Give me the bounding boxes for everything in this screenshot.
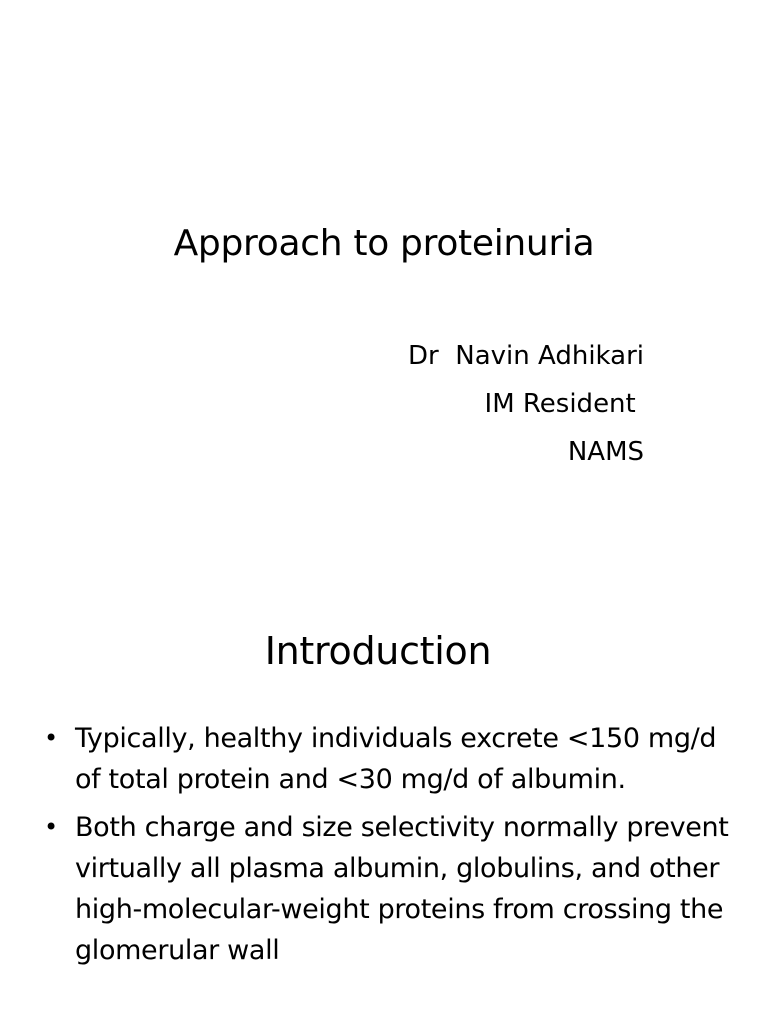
presentation-title: Approach to proteinuria xyxy=(173,223,595,264)
slide-title: Introduction xyxy=(264,629,492,673)
bullet-item xyxy=(44,718,734,800)
author-name: Dr Navin Adhikari xyxy=(408,341,644,371)
bullet-list xyxy=(44,718,734,978)
bullet-text: Typically, healthy individuals excrete <150 mg/d of total protein and <30 mg/d of albumin. xyxy=(75,723,717,795)
author-institution: NAMS xyxy=(567,437,644,467)
bullet-text: Both charge and size selectivity normally prevent virtually all plasma albumin, globulins, and other high-molecular-weight proteins from crossing the glomerular wall xyxy=(75,812,729,966)
author-block xyxy=(244,332,644,476)
bullet-item xyxy=(44,807,734,971)
bullet-icon: • xyxy=(44,813,58,841)
bullet-icon: • xyxy=(44,724,58,752)
introduction-slide xyxy=(0,576,768,1024)
author-role: IM Resident xyxy=(484,389,644,419)
